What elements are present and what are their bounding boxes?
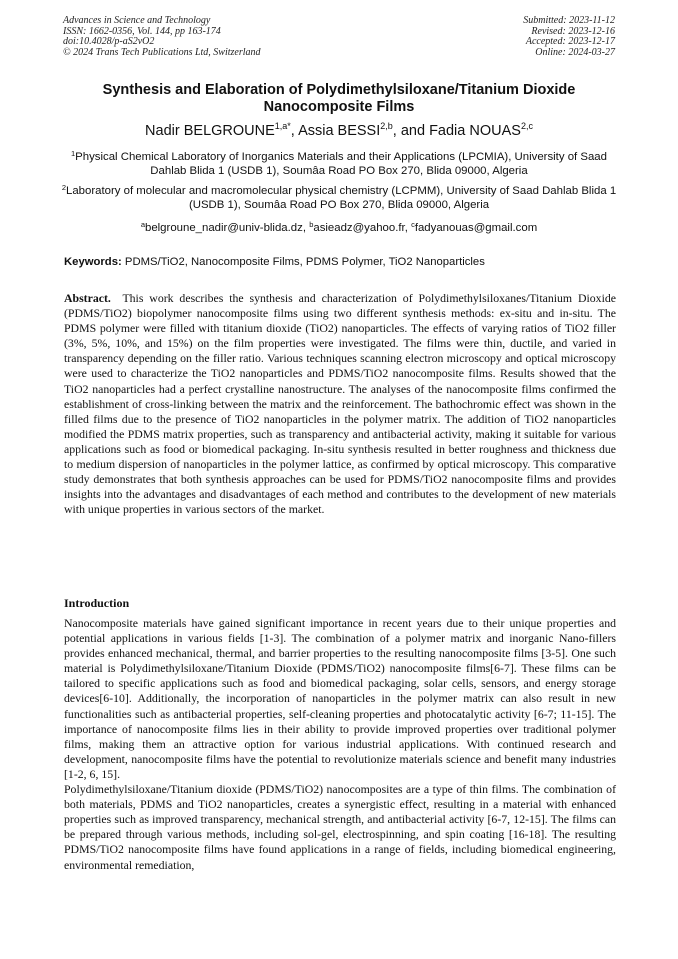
author-name: Assia BESSI [298, 123, 381, 139]
abstract-label: Abstract. [64, 291, 111, 305]
email-link[interactable]: belgroune_nadir@univ-blida.dz [144, 222, 303, 234]
email-separator: , [404, 222, 412, 234]
copyright-line: © 2024 Trans Tech Publications Ltd, Switzerland [63, 46, 261, 58]
author-superscript: 2,b [380, 121, 393, 131]
affiliation-text: Physical Chemical Laboratory of Inorganics Materials and their Applications (LPCMIA), University of Saad Dahlab Blida 1 (USDB 1), Soumâa Road PO Box 270, Blida 09000, Algeria [75, 151, 607, 177]
revised-date: Revised: 2023-12-16 [531, 25, 615, 37]
abstract-text: This work describes the synthesis and characterization of Polydimethylsiloxanes/Titanium Dioxide (PDMS/TiO2) biopolymer nanocomposite films using two different synthesis methods: ex-situ and in-situ. The PDMS polymer were filled with titanium dioxide (TiO2) nanoparticles. The effects of varying ratios of TiO2 filler (3%, 5%, 10%, and 15%) on the film properties were investigated. The films were thin, ductile, and varied in transparency depending on the filler ratio. Various techniques scanning electron microscopy and optical microscopy were used to characterize the TiO2 nanoparticles and PDMS/TiO2 nanocomposite films. Results showed that the TiO2 nanoparticles had a perfect crystalline nanostructure. The analyses of the nanocomposite films confirmed the establishment of cross-linking between the matrix and the reinforcement. The bathochromic effect was shown in the filled films due to the presence of TiO2 nanoparticles in the polymer matrix. The addition of TiO2 nanoparticles modified the PDMS matrix properties, such as transparency and antibacterial activity, making it suitable for various applications such as food or biomedical packaging. In-situ synthesis resulted in better roughness and thickness due to medium dispersion of nanoparticles in the polymer lattice, as confirmed by optical microscopy. This comparative study demonstrates that both synthesis approaches can be used for PDMS/TiO2 nanocomposite films and provides insights into the advantages and disadvantages of each method and contributes to the development of new materials with unique properties in various sectors of the market. [64, 291, 616, 517]
email-list [60, 221, 618, 235]
affiliation-2 [60, 184, 618, 212]
author-superscript: 1,a* [274, 121, 291, 131]
author-superscript: 2,c [520, 121, 533, 131]
email-link[interactable]: fadyanouas@gmail.com [414, 222, 538, 234]
email-separator: , [302, 222, 310, 234]
email-link[interactable]: asieadz@yahoo.fr [313, 222, 405, 234]
affiliation-superscript: 2 [61, 183, 67, 192]
email-superscript: c [411, 220, 415, 229]
email-superscript: a [140, 220, 145, 229]
author-name: Nadir BELGROUNE [145, 123, 275, 139]
author-list [40, 123, 638, 139]
accepted-date: Accepted: 2023-12-17 [525, 36, 615, 47]
affiliation-1 [60, 150, 618, 178]
body-paragraph: Nanocomposite materials have gained significant importance in recent years due to their unique properties and potential applications in various fields [1-3]. The combination of a polymer matrix and inorganic Nano-fillers provides enhanced mechanical, thermal, and barrier properties to the resulting nanocomposite films [3-5]. One such material is Polydimethylsiloxane/Titanium Dioxide (PDMS/TiO2) nanocomposite films[6-7]. These films can be tailored to specific applications such as food and biomedical packaging, solar cells, sensors, and energy storage devices[6-10]. Additionally, the incorporation of nanoparticles in the polymer matrix can also result in new functionalities such as antibacterial properties, self-cleaning properties and photocatalytic activity [6-7; 11-15]. The importance of nanocomposite films lies in their ability to provide improved properties over traditional polymer films, making them an attractive option for various industrial applications. With continued research and development, nanocomposite films have the potential to revolutionize materials science and benefit many industries [1-2, 6, 15]. [64, 616, 616, 781]
journal-header-right [523, 16, 615, 58]
body-paragraph: Polydimethylsiloxane/Titanium dioxide (PDMS/TiO2) nanocomposites are a type of thin films. The combination of both materials, PDMS and TiO2 nanoparticles, creates a synergistic effect, resulting in a material with enhanced properties such as improved transparency, mechanical strength, and antibacterial activity [6-7, 12-15]. The films can be prepared through various methods, including sol-gel, electrospinning, and spin coating [16-18]. The resulting PDMS/TiO2 nanocomposite films have found applications in a range of fields, including biomedical engineering, environmental remediation, [64, 782, 616, 872]
journal-header-left [63, 16, 261, 58]
email-superscript: b [309, 220, 314, 229]
submitted-date: Submitted: 2023-11-12 [523, 15, 615, 26]
issn-line: ISSN: 1662-0356, Vol. 144, pp 163-174 [63, 25, 221, 37]
journal-name: Advances in Science and Technology [63, 15, 211, 26]
author-separator: , [290, 123, 299, 139]
affiliation-text: Laboratory of molecular and macromolecular physical chemistry (LCPMM), University of Saad Dahlab Blida 1 (USDB 1), Soumâa Road PO Box 270, Blida 09000, Algeria [66, 185, 617, 211]
keywords-label: Keywords: [64, 256, 122, 268]
abstract-paragraph [64, 291, 616, 517]
introduction-heading: Introduction [64, 596, 130, 610]
author-separator: , and [392, 123, 430, 139]
affiliation-superscript: 1 [71, 149, 76, 158]
introduction-body [64, 616, 616, 873]
keywords-text: PDMS/TiO2, Nanocomposite Films, PDMS Polymer, TiO2 Nanoparticles [124, 256, 485, 268]
doi-line: doi:10.4028/p-aS2vO2 [63, 36, 155, 47]
paper-title: Synthesis and Elaboration of Polydimethylsiloxane/Titanium Dioxide Nanocomposite Films [102, 82, 576, 115]
keywords-line [64, 256, 616, 268]
author-name: Fadia NOUAS [429, 123, 521, 139]
online-date: Online: 2024-03-27 [535, 46, 615, 58]
